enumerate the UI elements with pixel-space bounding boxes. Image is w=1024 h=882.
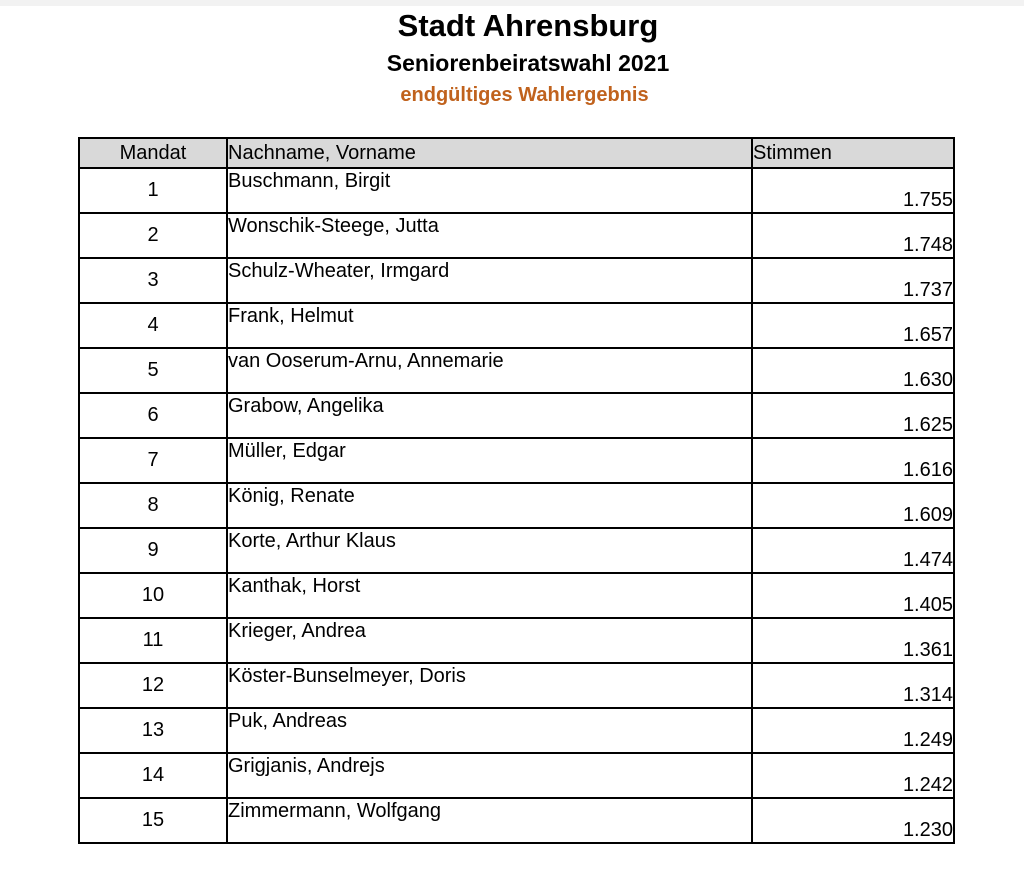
table-row <box>79 708 954 753</box>
name-cell: Grigjanis, Andrejs <box>227 753 752 798</box>
name-cell: Zimmermann, Wolfgang <box>227 798 752 843</box>
name-cell: Grabow, Angelika <box>227 393 752 438</box>
mandat-cell: 14 <box>79 753 227 798</box>
mandat-cell: 15 <box>79 798 227 843</box>
table-row <box>79 528 954 573</box>
votes-cell: 1.474 <box>752 528 954 573</box>
mandat-cell: 9 <box>79 528 227 573</box>
mandat-cell: 7 <box>79 438 227 483</box>
table-row <box>79 213 954 258</box>
result-status: endgültiges Wahlergebnis <box>400 84 649 106</box>
mandat-cell: 8 <box>79 483 227 528</box>
results-table <box>78 137 955 844</box>
table-row <box>79 663 954 708</box>
name-cell: Köster-Bunselmeyer, Doris <box>227 663 752 708</box>
table-row <box>79 573 954 618</box>
table-row <box>79 303 954 348</box>
name-cell: Müller, Edgar <box>227 438 752 483</box>
mandat-cell: 12 <box>79 663 227 708</box>
name-cell: Wonschik-Steege, Jutta <box>227 213 752 258</box>
mandat-cell: 13 <box>79 708 227 753</box>
table-row <box>79 618 954 663</box>
table-row <box>79 798 954 843</box>
name-cell: Kanthak, Horst <box>227 573 752 618</box>
mandat-cell: 6 <box>79 393 227 438</box>
name-cell: Buschmann, Birgit <box>227 168 752 213</box>
table-row <box>79 348 954 393</box>
votes-cell: 1.755 <box>752 168 954 213</box>
table-row <box>79 258 954 303</box>
votes-cell: 1.625 <box>752 393 954 438</box>
votes-cell: 1.230 <box>752 798 954 843</box>
votes-cell: 1.657 <box>752 303 954 348</box>
mandat-cell: 4 <box>79 303 227 348</box>
name-cell: Korte, Arthur Klaus <box>227 528 752 573</box>
votes-cell: 1.616 <box>752 438 954 483</box>
column-header-name: Nachname, Vorname <box>227 138 752 168</box>
votes-cell: 1.630 <box>752 348 954 393</box>
votes-cell: 1.242 <box>752 753 954 798</box>
table-row <box>79 393 954 438</box>
votes-cell: 1.249 <box>752 708 954 753</box>
name-cell: Schulz-Wheater, Irmgard <box>227 258 752 303</box>
mandat-cell: 11 <box>79 618 227 663</box>
votes-cell: 1.748 <box>752 213 954 258</box>
name-cell: Puk, Andreas <box>227 708 752 753</box>
name-cell: König, Renate <box>227 483 752 528</box>
column-header-votes: Stimmen <box>752 138 954 168</box>
votes-cell: 1.361 <box>752 618 954 663</box>
mandat-cell: 1 <box>79 168 227 213</box>
votes-cell: 1.609 <box>752 483 954 528</box>
table-row <box>79 753 954 798</box>
mandat-cell: 5 <box>79 348 227 393</box>
column-header-mandat: Mandat <box>79 138 227 168</box>
page-title: Stadt Ahrensburg <box>397 8 659 43</box>
table-row <box>79 438 954 483</box>
mandat-cell: 10 <box>79 573 227 618</box>
name-cell: Frank, Helmut <box>227 303 752 348</box>
votes-cell: 1.314 <box>752 663 954 708</box>
name-cell: Krieger, Andrea <box>227 618 752 663</box>
table-row <box>79 483 954 528</box>
results-body <box>79 168 954 843</box>
mandat-cell: 2 <box>79 213 227 258</box>
table-row <box>79 168 954 213</box>
table-header-row <box>79 138 954 168</box>
mandat-cell: 3 <box>79 258 227 303</box>
name-cell: van Ooserum-Arnu, Annemarie <box>227 348 752 393</box>
votes-cell: 1.737 <box>752 258 954 303</box>
votes-cell: 1.405 <box>752 573 954 618</box>
page-subtitle: Seniorenbeiratswahl 2021 <box>386 50 670 76</box>
